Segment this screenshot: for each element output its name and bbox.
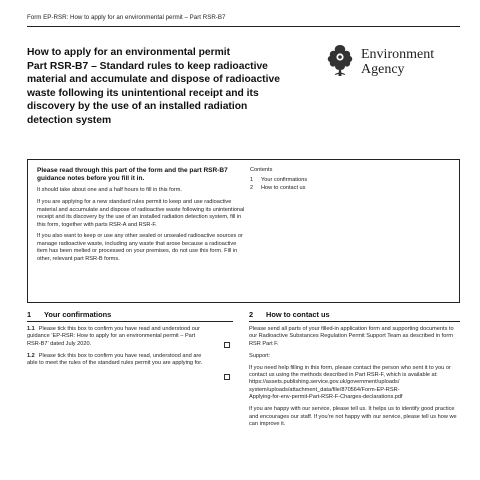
confirm-rules-checkbox[interactable]: [224, 374, 230, 380]
confirm-guidance-checkbox[interactable]: [224, 342, 230, 348]
section-1-heading: [27, 310, 111, 319]
contact-paragraph: Please send all parts of your filled-in application form and supporting documents to our Radioactive Substances Regulation Permit Support Team as described in form RSR Part F.: [249, 326, 454, 347]
contents-item[interactable]: [250, 185, 307, 192]
section-2-divider: [249, 321, 460, 322]
title-line: Part RSR-B7 – Standard rules to keep radioactive: [27, 60, 268, 72]
title-line: detection system: [27, 114, 112, 126]
contents-item[interactable]: [250, 177, 307, 184]
section-2-body: [249, 326, 460, 433]
question-text: Please tick this box to confirm you have read, understood and are able to meet the rules of the standard rules permit you are applying for.: [27, 352, 203, 367]
running-title: Form EP-RSR: How to apply for an environmental permit – Part RSR-B7: [27, 14, 226, 21]
section-2-heading: [249, 310, 330, 319]
intro-paragraph: It should take about one and a half hours to fill in this form.: [37, 187, 182, 194]
feedback-paragraph: If you are happy with our service, please tell us. It helps us to identify good practice and encourages our staff. If you’re not happy with our service, please tell us how we can improve it.: [249, 406, 457, 427]
intro-paragraph: If you also want to keep or use any other sealed or unsealed radioactive sources or manage radioactive waste, including any waste that arose because a radioactive item has been melted or processed on your premises, do not use this form. Fill in other, relevant part RSR-B forms.: [37, 233, 243, 262]
contents-item-label: How to contact us: [261, 184, 306, 191]
guidance-link-line[interactable]: https://assets.publishing.service.gov.uk/government/uploads/: [249, 379, 400, 386]
contents-title: Contents: [250, 167, 273, 173]
question-text: Please tick this box to confirm you have read and understood our guidance ‘EP-RSR: How to apply for an environmental permit – Part RSR-B7’ dated July 2020.: [27, 326, 200, 347]
intro-paragraph: If you are applying for a new standard rules permit to keep and use radioactive material and accumulate and dispose of radioactive waste following its unintentional receipt and its discovery by the use of an installed radiation detection system, fill in this form, together with parts RSR-A and RSR-F.: [37, 199, 245, 228]
section-1-divider: [27, 321, 233, 322]
question-1-2: [27, 353, 207, 368]
contents-item-number: 1: [250, 177, 254, 184]
intro-box: [27, 159, 460, 303]
section-number: 1: [27, 310, 32, 319]
logo-wordmark: [361, 48, 434, 77]
guidance-link-line[interactable]: Applying-for-env-permit-Part-RSR-F-Charges-declarations.pdf: [249, 394, 403, 401]
question-1-1: [27, 326, 207, 348]
section-title: How to contact us: [266, 310, 330, 319]
section-number: 2: [249, 310, 254, 319]
page-title: [27, 46, 312, 127]
question-number: 1.2: [27, 352, 35, 359]
title-line: How to apply for an environmental permit: [27, 47, 231, 58]
guidance-link-line[interactable]: system/uploads/attachment_data/file/870564/Form-EP-RSR-: [249, 386, 400, 393]
title-line: material and accumulate and dispose of radioactive: [27, 74, 280, 85]
logo-line-2: Agency: [361, 61, 405, 77]
title-line: discovery by the use of an installed radiation: [27, 101, 248, 112]
support-label: Support:: [249, 352, 271, 359]
title-line: waste following its unintentional receipt and its: [27, 87, 259, 99]
contents-item-number: 2: [250, 184, 254, 191]
question-number: 1.1: [27, 326, 35, 332]
contents-item-label: Your confirmations: [261, 177, 308, 184]
contact-paragraph: If you need help filling in this form, please contact the person who sent it to you or contact us using the methods described in Part RSR-F, which is available at:: [249, 364, 451, 379]
logo-line-1: Environment: [361, 47, 435, 62]
contents-list: [250, 167, 307, 192]
environment-agency-crest-icon: [326, 42, 354, 80]
intro-lead: Please read through this part of the form and the part RSR-B7 guidance notes before you fill it in.: [37, 167, 228, 183]
intro-text: [37, 167, 247, 268]
running-header: [27, 12, 460, 27]
section-title: Your confirmations: [44, 310, 112, 319]
environment-agency-logo: [326, 42, 461, 86]
section-1-body: [27, 326, 207, 372]
